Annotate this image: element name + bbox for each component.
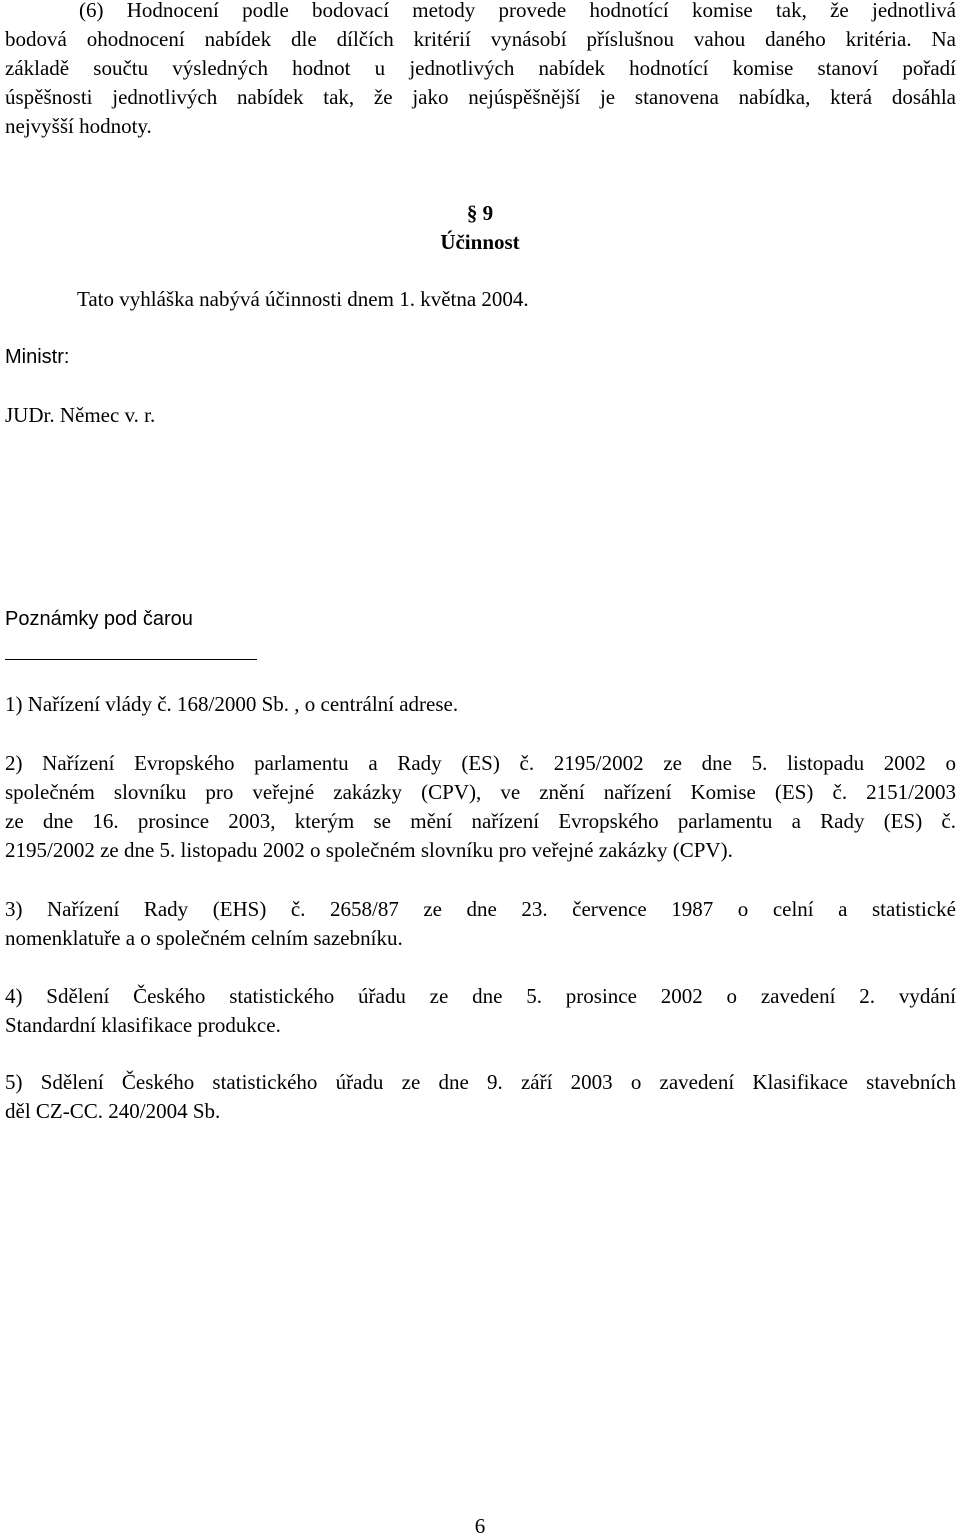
paragraph-line: (6) Hodnocení podle bodovací metody provede hodnotící komise tak, že jednotlivá: [79, 0, 956, 22]
footnote-line: 2) Nařízení Evropského parlamentu a Rady (ES) č. 2195/2002 ze dne 5. listopadu 2002 o: [5, 751, 956, 775]
footnote-line: 4) Sdělení Českého statistického úřadu ze dne 5. prosince 2002 o zavedení 2. vydání: [5, 984, 956, 1008]
footnote-separator-rule: [5, 659, 257, 660]
footnote-5: [5, 1068, 956, 1126]
section-number: § 9: [466, 201, 494, 225]
paragraph-6: [5, 0, 956, 141]
section-text: Tato vyhláška nabývá účinnosti dnem 1. května 2004.: [77, 287, 529, 311]
footnote-line: děl CZ-CC. 240/2004 Sb.: [5, 1099, 221, 1123]
footnote-3: [5, 895, 956, 953]
footnote-line: Standardní klasifikace produkce.: [5, 1013, 281, 1037]
footnote-line: 2195/2002 ze dne 5. listopadu 2002 o společném slovníku pro veřejné zakázky (CPV).: [5, 838, 733, 862]
paragraph-line: nejvyšší hodnoty.: [5, 114, 152, 138]
footnote-line: ze dne 16. prosince 2003, kterým se mění nařízení Evropského parlamentu a Rady (ES) č.: [5, 809, 956, 833]
footnote-4: [5, 982, 956, 1040]
minister-name: JUDr. Němec v. r.: [5, 403, 156, 427]
footnote-2: [5, 749, 956, 865]
footnote-line: 1) Nařízení vlády č. 168/2000 Sb. , o centrální adrese.: [5, 692, 459, 716]
footnote-1: [5, 690, 956, 719]
paragraph-line: bodová ohodnocení nabídek dle dílčích kritérií vynásobí příslušnou vahou daného kritéria. Na: [5, 27, 956, 51]
paragraph-line: základě součtu výsledných hodnot u jednotlivých nabídek hodnotící komise stanoví pořadí: [5, 56, 956, 80]
footnote-line: nomenklatuře a o společném celním sazebníku.: [5, 926, 403, 950]
minister-label: Ministr:: [5, 346, 70, 368]
footnote-line: 3) Nařízení Rady (EHS) č. 2658/87 ze dne 23. července 1987 o celní a statistické: [5, 897, 956, 921]
paragraph-line: úspěšnosti jednotlivých nabídek tak, že jako nejúspěšnější je stanovena nabídka, která dosáhla: [5, 85, 956, 109]
footnote-line: společném slovníku pro veřejné zakázky (CPV), ve znění nařízení Komise (ES) č. 2151/2003: [5, 780, 956, 804]
page-number: 6: [474, 1514, 486, 1538]
section-title: Účinnost: [440, 230, 520, 254]
footnote-line: 5) Sdělení Českého statistického úřadu ze dne 9. září 2003 o zavedení Klasifikace stavebních: [5, 1070, 956, 1094]
footnotes-heading: Poznámky pod čarou: [5, 608, 193, 630]
